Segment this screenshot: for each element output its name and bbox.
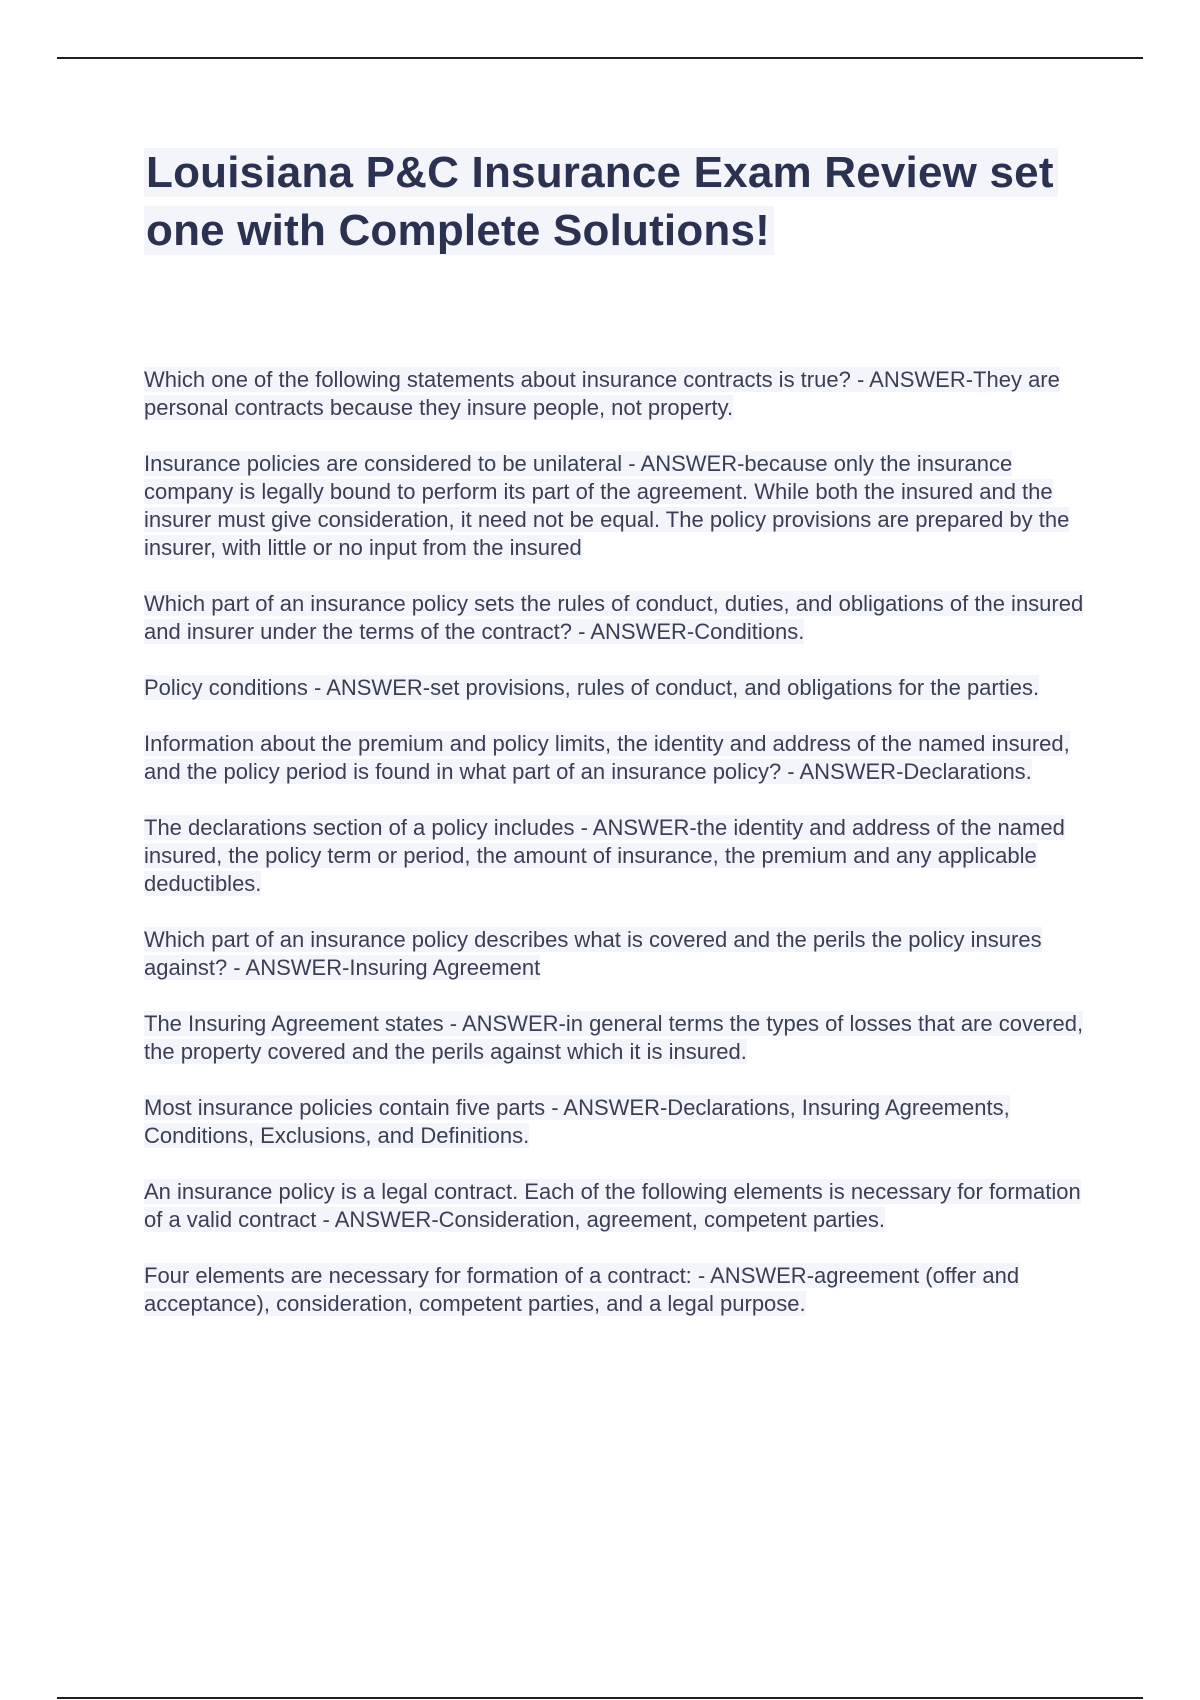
qa-entry-text: Which one of the following statements about insurance contracts is true? - ANSWER-They are personal contracts because they insure people, not property. <box>144 367 1060 420</box>
qa-entry <box>144 926 1090 982</box>
top-rule <box>57 57 1143 59</box>
qa-entry <box>144 1178 1090 1234</box>
page-title-text: Louisiana P&C Insurance Exam Review set one with Complete Solutions! <box>144 148 1058 255</box>
qa-entry <box>144 1094 1090 1150</box>
qa-entry <box>144 1010 1090 1066</box>
qa-entry <box>144 1262 1090 1318</box>
qa-entry-text: An insurance policy is a legal contract. Each of the following elements is necessary for formation of a valid contract - ANSWER-Consideration, agreement, competent parties. <box>144 1179 1081 1232</box>
qa-entry-text: Information about the premium and policy limits, the identity and address of the named insured, and the policy period is found in what part of an insurance policy? - ANSWER-Declarations. <box>144 731 1070 784</box>
qa-entry-text: Four elements are necessary for formation of a contract: - ANSWER-agreement (offer and acceptance), consideration, competent parties, and a legal purpose. <box>144 1263 1020 1316</box>
page-title <box>144 144 1090 260</box>
qa-entry <box>144 730 1090 786</box>
qa-list <box>144 366 1090 1346</box>
qa-entry <box>144 674 1090 702</box>
qa-entry-text: Policy conditions - ANSWER-set provisions, rules of conduct, and obligations for the parties. <box>144 675 1040 700</box>
qa-entry-text: Which part of an insurance policy sets the rules of conduct, duties, and obligations of the insured and insurer under the terms of the contract? - ANSWER-Conditions. <box>144 591 1084 644</box>
qa-entry-text: Which part of an insurance policy describes what is covered and the perils the policy insures against? - ANSWER-Insuring Agreement <box>144 927 1042 980</box>
qa-entry <box>144 366 1090 422</box>
title-block <box>144 144 1090 260</box>
qa-entry <box>144 814 1090 898</box>
qa-entry-text: Insurance policies are considered to be unilateral - ANSWER-because only the insurance company is legally bound to perform its part of the agreement. While both the insured and the insurer must give consideration, it need not be equal. The policy provisions are prepared by the insurer, with little or no input from the insured <box>144 451 1070 560</box>
qa-entry <box>144 590 1090 646</box>
qa-entry <box>144 450 1090 562</box>
qa-entry-text: The declarations section of a policy includes - ANSWER-the identity and address of the named insured, the policy term or period, the amount of insurance, the premium and any applicable deductibles. <box>144 815 1065 896</box>
bottom-rule <box>57 1697 1143 1699</box>
qa-entry-text: The Insuring Agreement states - ANSWER-in general terms the types of losses that are covered, the property covered and the perils against which it is insured. <box>144 1011 1084 1064</box>
qa-entry-text: Most insurance policies contain five parts - ANSWER-Declarations, Insuring Agreements, Conditions, Exclusions, and Definitions. <box>144 1095 1010 1148</box>
